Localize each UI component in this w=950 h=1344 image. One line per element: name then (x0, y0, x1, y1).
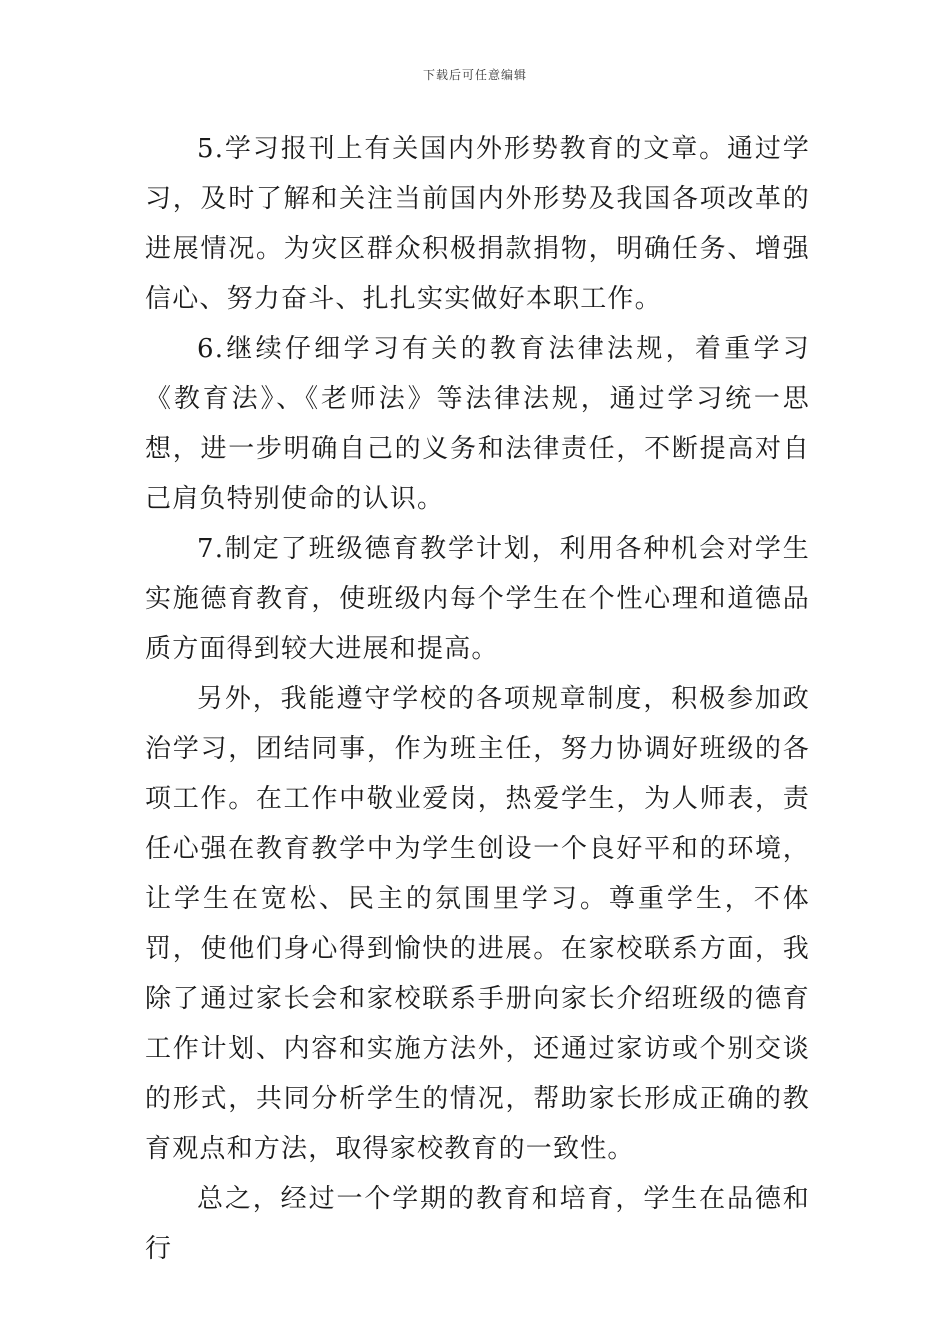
paragraph-additional: 另外，我能遵守学校的各项规章制度，积极参加政治学习，团结同事，作为班主任，努力协调好班级的各项工作。在工作中敬业爱岗，热爱学生，为人师表，责任心强在教育教学中为学生创设一个良好平和的环境，让学生在宽松、民主的氛围里学习。尊重学生，不体罚，使他们身心得到愉快的进展。在家校联系方面，我除了通过家长会和家校联系手册向家长介绍班级的德育工作计划、内容和实施方法外，还通过家访或个别交谈的形式，共同分析学生的情况，帮助家长形成正确的教育观点和方法，取得家校教育的一致性。 (145, 684, 810, 1164)
paragraph-item-7: 7.制定了班级德育教学计划，利用各种机会对学生实施德育教育，使班级内每个学生在个性心理和道德品质方面得到较大进展和提高。 (145, 534, 810, 664)
document-body (145, 124, 810, 1274)
paragraph-summary: 总之，经过一个学期的教育和培育，学生在品德和行 (145, 1184, 810, 1264)
paragraph-item-6: 6.继续仔细学习有关的教育法律法规，着重学习《教育法》、《老师法》等法律法规，通过学习统一思想，进一步明确自己的义务和法律责任，不断提高对自己肩负特别使命的认识。 (145, 334, 810, 514)
page-header-note: 下载后可任意编辑 (422, 68, 527, 82)
paragraph-item-5: 5.学习报刊上有关国内外形势教育的文章。通过学习，及时了解和关注当前国内外形势及我国各项改革的进展情况。为灾区群众积极捐款捐物，明确任务、增强信心、努力奋斗、扎扎实实做好本职工作。 (145, 134, 810, 314)
